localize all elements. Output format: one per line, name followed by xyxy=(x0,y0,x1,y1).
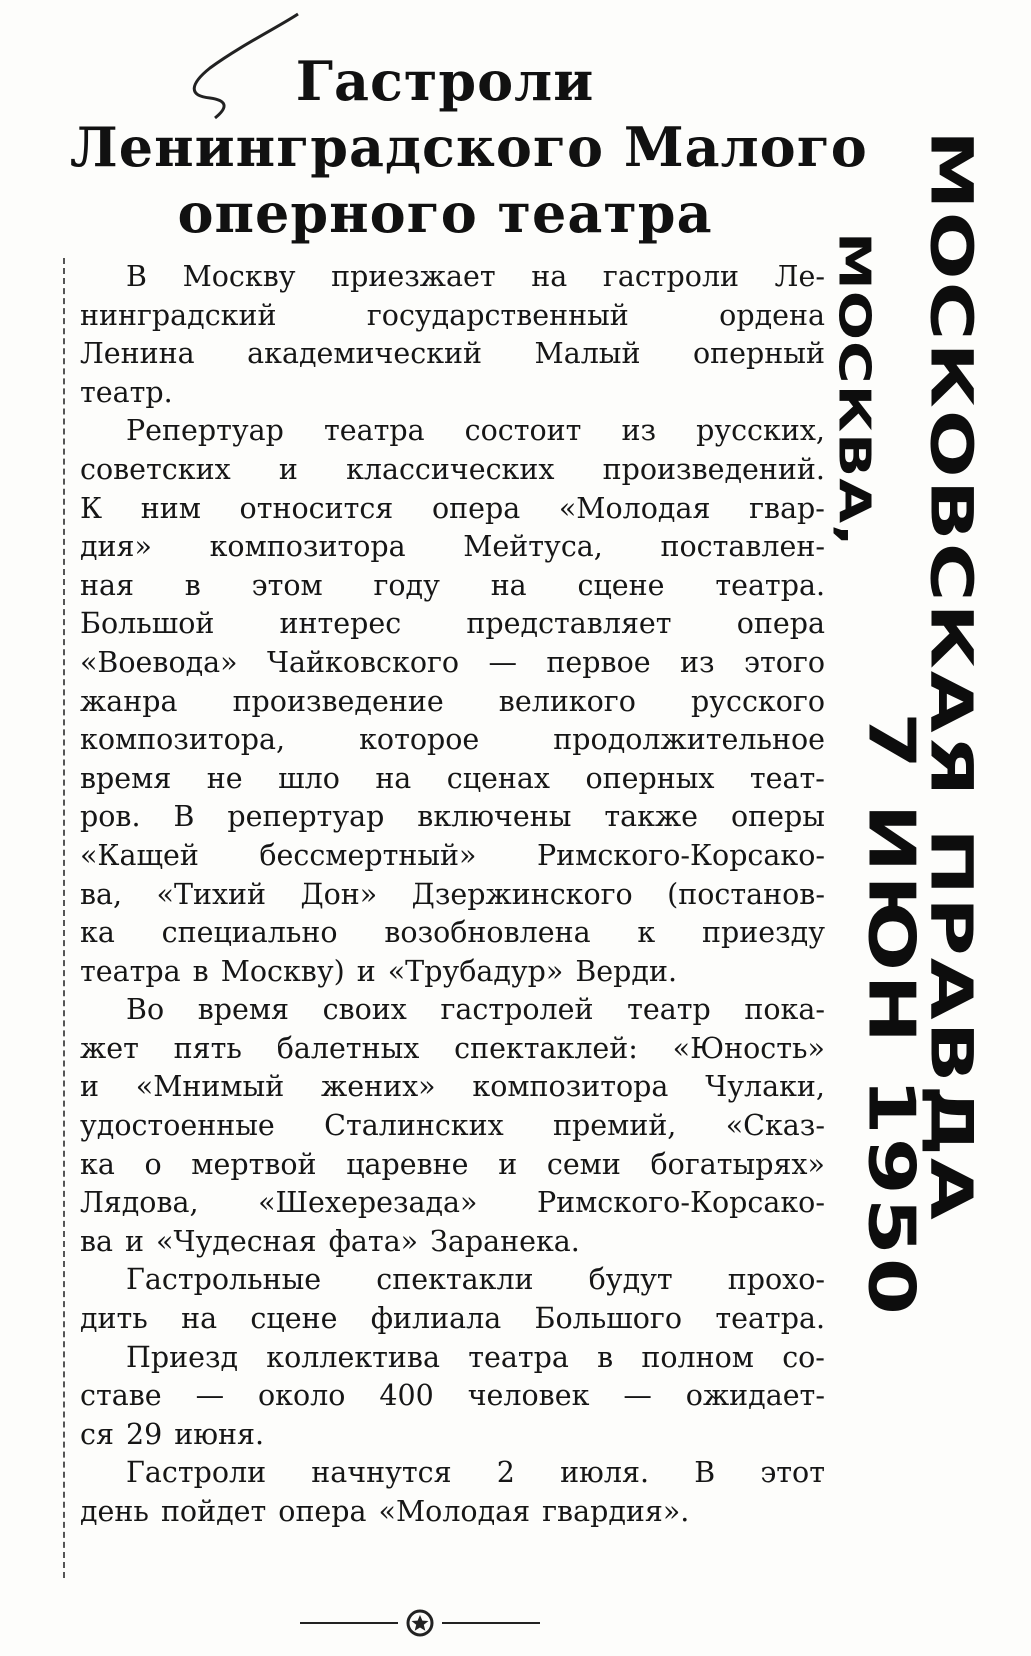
article-word: Москву xyxy=(182,260,296,293)
article-word: человек xyxy=(467,1379,590,1413)
article-line xyxy=(80,1416,825,1455)
article-word: ним xyxy=(140,491,201,525)
article-word: опера xyxy=(736,607,825,641)
article-word: жет xyxy=(80,1031,139,1065)
article-line xyxy=(80,760,825,799)
article-word: композитора, xyxy=(80,723,286,757)
article-word: на xyxy=(375,761,412,795)
article-word: гастроли xyxy=(602,260,740,293)
article-word: классических xyxy=(346,452,555,486)
article-word: время xyxy=(197,993,290,1027)
article-word: в xyxy=(192,954,209,988)
article-word: около xyxy=(258,1379,346,1413)
article-word: великого xyxy=(498,684,636,718)
article-word: нинградский xyxy=(80,298,277,332)
article-word: композитора xyxy=(209,530,406,564)
article-word: спектакли xyxy=(376,1263,534,1297)
article-body xyxy=(80,258,825,1532)
article-word: «Сказ- xyxy=(725,1109,825,1143)
article-word: первое xyxy=(546,645,651,679)
article-word: своих xyxy=(322,993,407,1027)
article-line xyxy=(80,644,825,683)
article-line xyxy=(80,605,825,644)
article-word: Приезд xyxy=(126,1340,239,1374)
article-line xyxy=(80,1300,825,1339)
article-word: день xyxy=(80,1495,149,1528)
article-word: «Юность» xyxy=(672,1031,825,1065)
article-word: Репертуар xyxy=(126,414,284,448)
article-word: июня. xyxy=(174,1417,265,1451)
article-word: Дон» xyxy=(300,877,378,911)
article-word: Чайковского xyxy=(267,645,460,679)
article-word: включены xyxy=(417,800,572,834)
headline-line: Гастроли xyxy=(295,49,595,113)
article-word: интерес xyxy=(279,607,402,641)
article-word: Дзержинского xyxy=(411,877,633,911)
article-word: гвар- xyxy=(749,491,825,525)
article-word: русского xyxy=(690,684,825,718)
article-line xyxy=(80,451,825,490)
article-word: ставе xyxy=(80,1379,162,1413)
article-line xyxy=(80,1377,825,1416)
article-line xyxy=(80,1223,825,1262)
article-word: возобновлена xyxy=(384,916,591,950)
article-word: коллектива xyxy=(266,1340,440,1374)
article-word: театра xyxy=(323,414,425,448)
article-word: сценах xyxy=(446,761,550,795)
article-word: гастролей xyxy=(440,993,594,1027)
article-word: мертвой xyxy=(191,1147,317,1181)
article-word: Верди. xyxy=(575,954,678,988)
article-word: театра. xyxy=(715,568,825,602)
article-word: филиала xyxy=(370,1302,502,1336)
headline xyxy=(70,48,868,246)
article-line xyxy=(80,528,825,567)
article-word: Римского-Корсако- xyxy=(536,838,825,872)
article-word: время xyxy=(80,761,172,795)
article-word: Мейтуса, xyxy=(463,530,603,564)
article-word: (постанов- xyxy=(667,877,825,911)
article-word: приезжает xyxy=(331,260,496,293)
article-word: из xyxy=(621,414,657,448)
article-word: 2 xyxy=(496,1456,515,1490)
article-word: композитора xyxy=(472,1070,669,1104)
article-word: К xyxy=(80,491,103,525)
article-word: произведение xyxy=(232,684,444,718)
article-word: сцене xyxy=(250,1302,338,1336)
article-word: шло xyxy=(278,761,340,795)
article-word: полном xyxy=(641,1340,754,1374)
article-word: богатырях» xyxy=(650,1147,825,1181)
article-word: 29 xyxy=(125,1417,163,1451)
article-word: театра xyxy=(80,954,181,988)
article-word: продолжительное xyxy=(553,723,825,757)
article-word: государственный xyxy=(366,298,629,332)
article-word: этот xyxy=(760,1456,825,1490)
article-line xyxy=(80,1493,825,1532)
article-line xyxy=(80,914,825,953)
article-line xyxy=(80,1030,825,1069)
article-word: на xyxy=(181,1302,218,1336)
article-word: В xyxy=(694,1456,716,1490)
article-word: приезду xyxy=(702,916,825,950)
article-word: пока- xyxy=(744,993,825,1027)
article-word: относится xyxy=(239,491,394,525)
article-line xyxy=(80,1107,825,1146)
article-word: балетных xyxy=(276,1031,420,1065)
article-word: поставлен- xyxy=(660,530,825,564)
article-word: прохо- xyxy=(727,1263,825,1297)
article-word: Чулаки, xyxy=(705,1070,825,1104)
article-word: ка xyxy=(80,1147,115,1181)
article-line xyxy=(80,412,825,451)
article-word: на xyxy=(490,568,527,602)
article-word: которое xyxy=(359,723,480,757)
article-word: и xyxy=(498,1147,518,1181)
article-line xyxy=(80,1146,825,1185)
article-word: ка xyxy=(80,916,115,950)
article-line xyxy=(80,297,825,336)
article-line xyxy=(80,837,825,876)
article-line xyxy=(80,953,825,992)
article-word: Заранека. xyxy=(430,1224,580,1258)
article-word: Гастроли xyxy=(126,1456,267,1490)
article-line xyxy=(80,1261,825,1300)
article-word: ная xyxy=(80,568,134,602)
article-word: «Тихий xyxy=(156,877,267,911)
column-rule xyxy=(63,258,65,1578)
article-word: теат- xyxy=(749,761,825,795)
article-word: — xyxy=(488,645,517,679)
article-word: пять xyxy=(173,1031,242,1065)
headline-line: Ленинградского Малого xyxy=(70,115,868,179)
article-word: этом xyxy=(251,568,323,602)
article-word: не xyxy=(206,761,243,795)
article-word: жених» xyxy=(321,1070,436,1104)
article-word: фата» xyxy=(328,1224,419,1258)
article-word: ордена xyxy=(719,298,825,332)
article-word: специально xyxy=(161,916,338,950)
article-word: В xyxy=(173,800,195,834)
article-word: и xyxy=(356,954,376,988)
article-line xyxy=(80,1339,825,1378)
article-word: царевне xyxy=(346,1147,469,1181)
article-word: «Молодая xyxy=(558,491,711,525)
article-word: театра xyxy=(468,1340,569,1374)
article-word: произведений. xyxy=(602,452,825,486)
article-word: театр. xyxy=(80,375,173,409)
article-word: Ле- xyxy=(774,260,825,293)
article-word: также xyxy=(604,800,699,834)
article-word: будут xyxy=(588,1263,673,1297)
article-word: гвардия». xyxy=(542,1495,690,1528)
article-word: бессмертный» xyxy=(259,838,477,872)
article-word: и xyxy=(80,1070,99,1104)
article-word: «Трубадур» xyxy=(387,954,564,988)
article-line xyxy=(80,258,825,297)
article-word: В xyxy=(126,260,147,293)
article-word: академический xyxy=(247,337,483,371)
article-word: году xyxy=(373,568,440,602)
article-word: советских xyxy=(80,452,231,486)
article-word: на xyxy=(531,260,568,293)
article-word: Гастрольные xyxy=(126,1263,322,1297)
article-line xyxy=(80,1454,825,1493)
newspaper-stamp: МОСКОВСКАЯ ПРАВДА xyxy=(918,130,985,1222)
article-line xyxy=(80,721,825,760)
article-line xyxy=(80,335,825,374)
article-word: из xyxy=(680,645,715,679)
article-word: Римского-Корсако- xyxy=(536,1186,825,1220)
article-word: Малый xyxy=(534,337,641,371)
article-word: этого xyxy=(744,645,825,679)
date-stamp: 7 ИЮН 1950 xyxy=(853,712,928,1318)
article-word: семи xyxy=(546,1147,621,1181)
article-word: «Воевода» xyxy=(80,645,238,679)
article-word: к xyxy=(637,916,656,950)
article-word: опера xyxy=(431,491,521,525)
star-divider-icon xyxy=(300,1608,540,1638)
article-word: «Шехерезада» xyxy=(258,1186,478,1220)
article-word: представляет xyxy=(466,607,672,641)
article-word: удостоенные xyxy=(80,1109,275,1143)
article-word: и xyxy=(125,1224,145,1258)
article-line xyxy=(80,374,825,413)
article-word: Москву) xyxy=(220,954,345,988)
article-word: театра. xyxy=(715,1302,825,1336)
article-word: опера xyxy=(278,1495,367,1528)
article-word: дия» xyxy=(80,530,152,564)
article-word: и xyxy=(278,452,298,486)
article-word: оперный xyxy=(693,337,825,371)
article-word: дить xyxy=(80,1302,148,1336)
article-word: «Мнимый xyxy=(135,1070,285,1104)
article-word: о xyxy=(144,1147,162,1181)
article-word: Во xyxy=(126,993,165,1027)
article-word: ожидает- xyxy=(685,1379,825,1413)
article-word: пойдет xyxy=(160,1495,267,1528)
article-line xyxy=(80,798,825,837)
article-line xyxy=(80,991,825,1030)
article-word: спектаклей: xyxy=(454,1031,638,1065)
article-word: в xyxy=(184,568,201,602)
article-word: сцене xyxy=(577,568,665,602)
article-word: начнутся xyxy=(311,1456,452,1490)
article-line xyxy=(80,490,825,529)
article-word: со- xyxy=(782,1340,825,1374)
article-word: в xyxy=(597,1340,614,1374)
article-word: репертуар xyxy=(227,800,385,834)
article-line xyxy=(80,567,825,606)
article-word: Большого xyxy=(534,1302,683,1336)
article-word: жанра xyxy=(80,684,178,718)
article-word: Ленина xyxy=(80,337,195,371)
article-word: оперных xyxy=(585,761,715,795)
article-word: ров. xyxy=(80,800,141,834)
article-word: «Кащей xyxy=(80,838,199,872)
article-word: — xyxy=(623,1379,652,1413)
article-word: — xyxy=(195,1379,225,1413)
article-word: оперы xyxy=(730,800,825,834)
article-word: состоит xyxy=(464,414,582,448)
article-word: ва xyxy=(80,1224,114,1258)
article-word: Большой xyxy=(80,607,215,641)
article-word: Лядова, xyxy=(80,1186,199,1220)
article-line xyxy=(80,1068,825,1107)
article-word: Сталинских xyxy=(324,1109,504,1143)
article-word: ва, xyxy=(80,877,123,911)
article-word: 400 xyxy=(379,1379,434,1413)
article-word: «Молодая xyxy=(378,1495,531,1528)
article-word: русских, xyxy=(696,414,825,448)
article-word: театр xyxy=(627,993,711,1027)
article-word: премий, xyxy=(553,1109,677,1143)
article-line xyxy=(80,1184,825,1223)
headline-line: оперного театра xyxy=(177,181,713,245)
article-line xyxy=(80,876,825,915)
article-word: июля. xyxy=(560,1456,650,1490)
article-line xyxy=(80,683,825,722)
article-word: «Чудесная xyxy=(156,1224,317,1258)
article-word: ся xyxy=(80,1417,114,1451)
city-stamp: МОСКВА, xyxy=(829,232,880,548)
